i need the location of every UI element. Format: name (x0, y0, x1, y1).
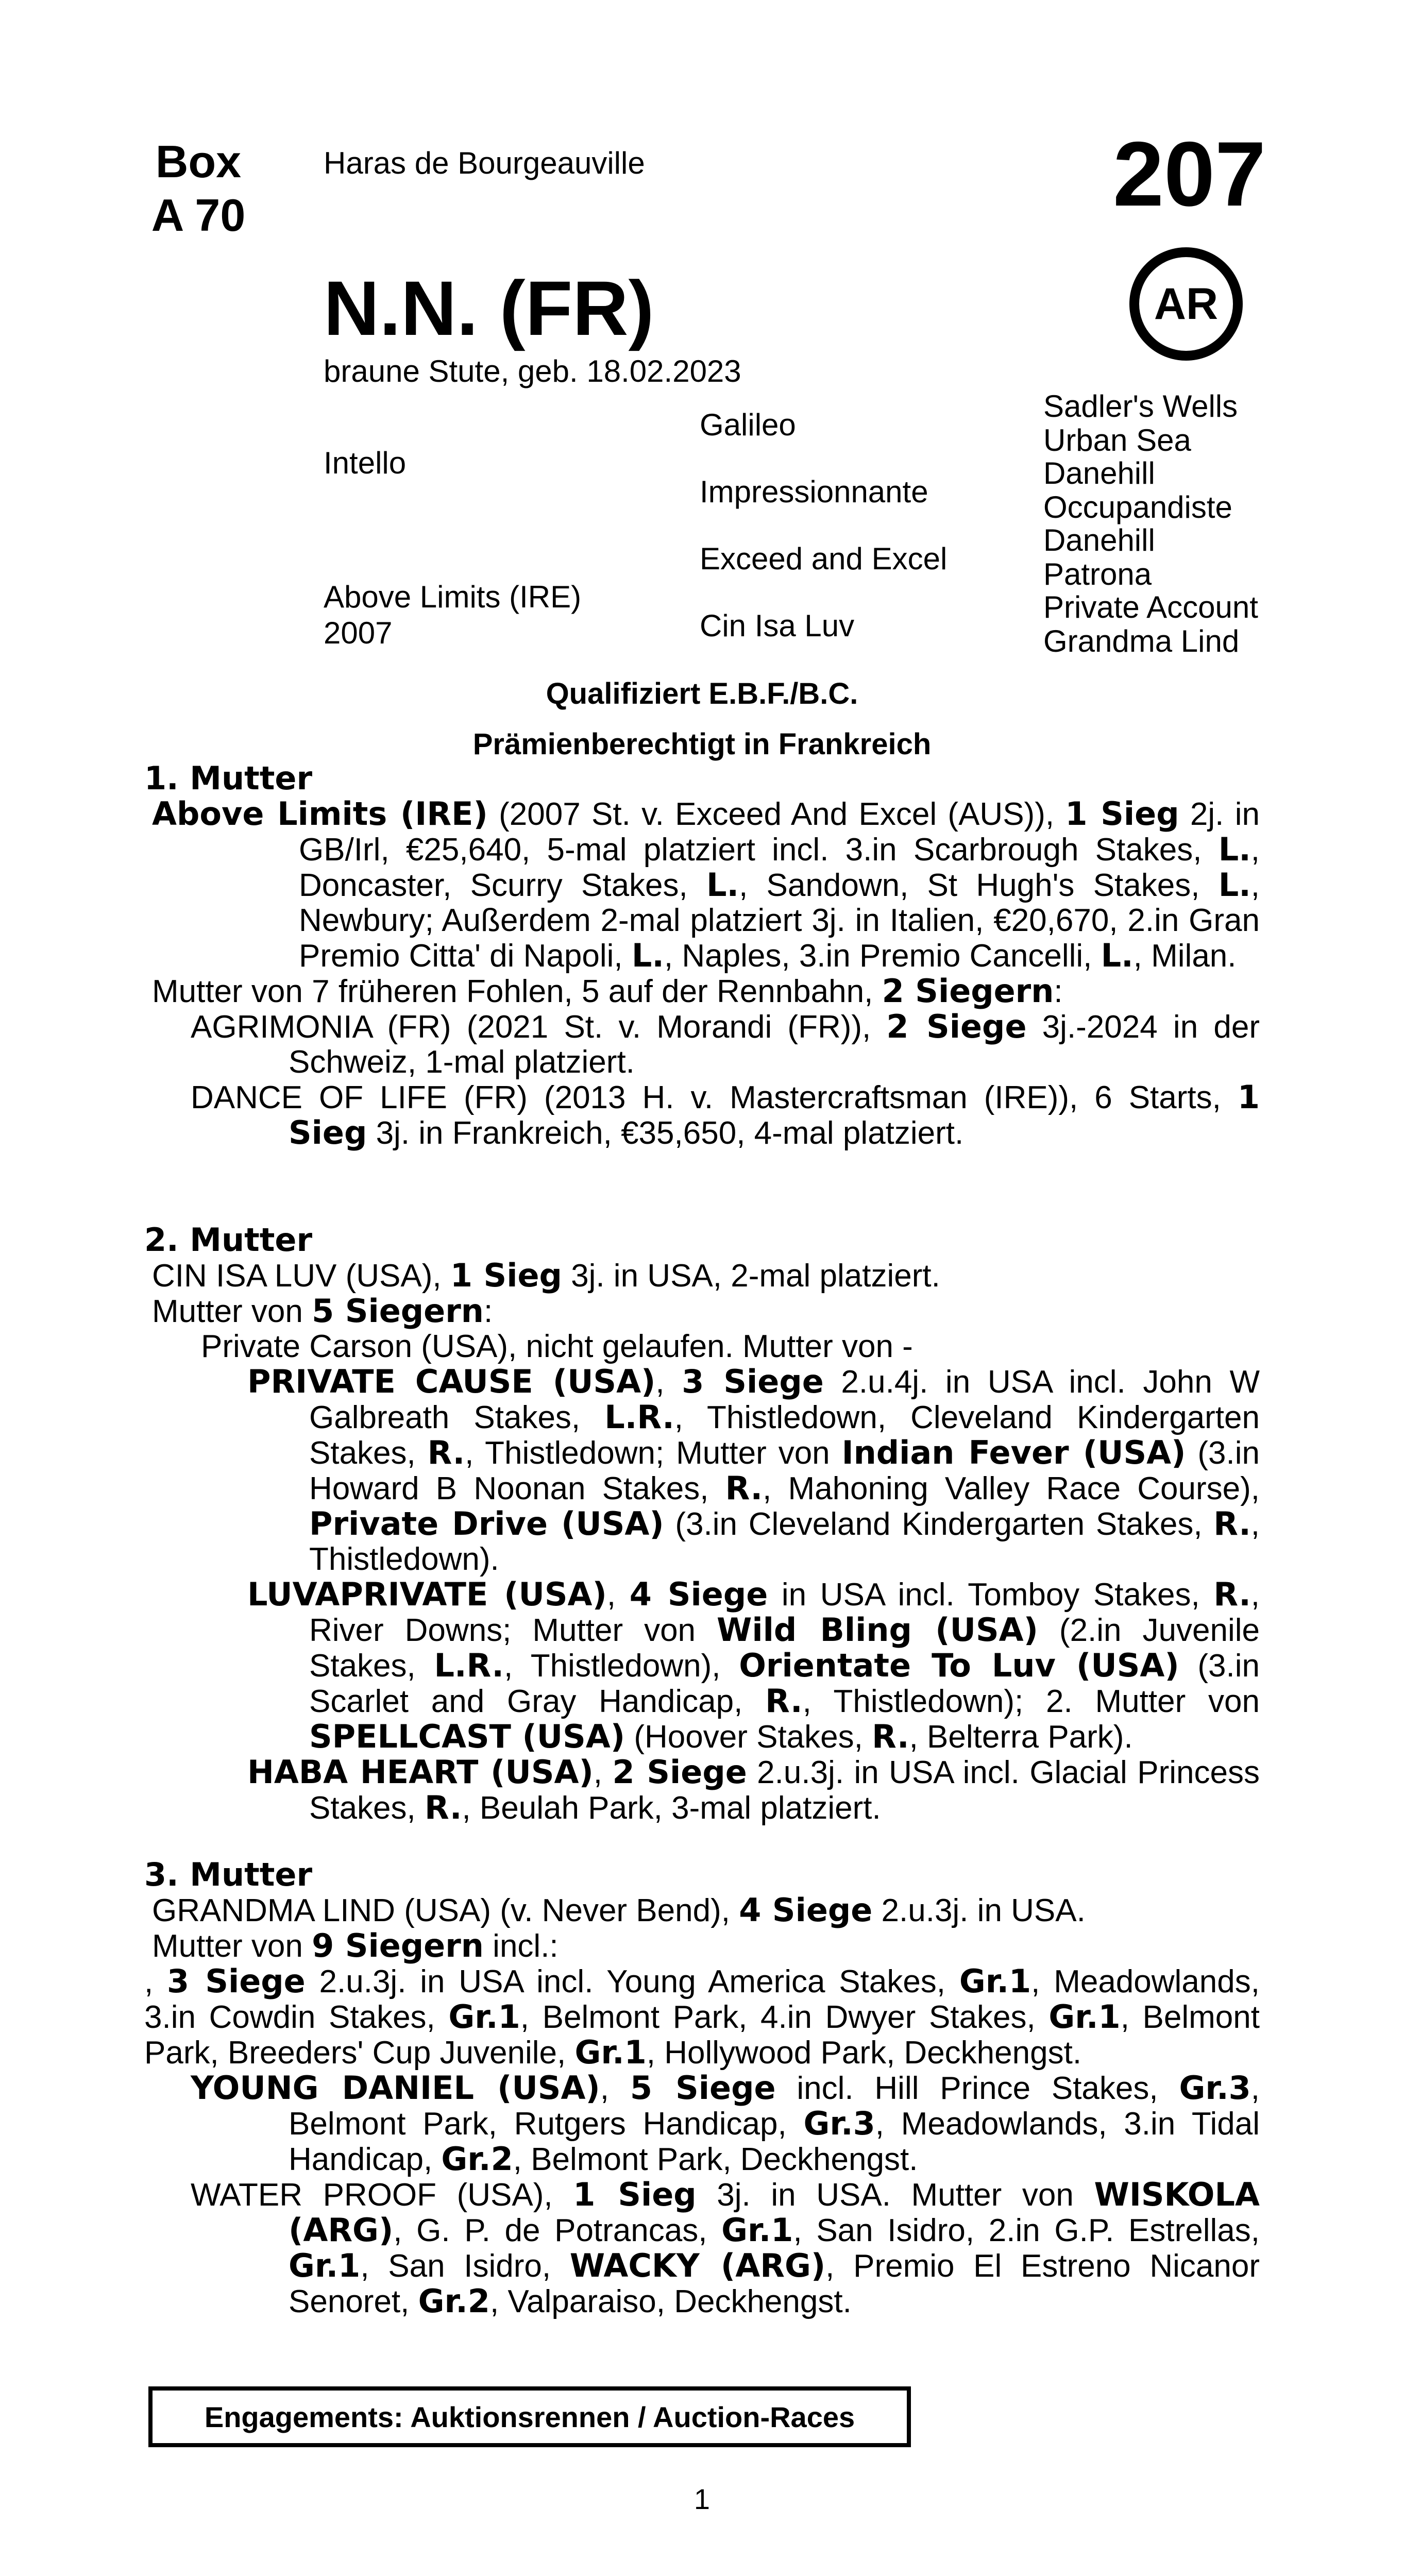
engagements-box (148, 2386, 911, 2447)
second-dam-section (144, 1222, 1260, 1826)
pedigree-dam-year: 2007 (324, 616, 393, 650)
third-dam-record: GRANDMA LIND (USA) (v. Never Bend), 4 Siege 2.u.3j. in USA. (152, 1891, 1086, 1929)
third-dam-produce-summary: Mutter von 9 Siegern incl.: (152, 1927, 559, 1964)
box-label-line1: Box (155, 136, 242, 187)
first-dam-record: Above Limits (IRE) (2007 St. v. Exceed And Excel (AUS)), 1 Sieg 2j. in GB/Irl, €25,640, 5-mal platziert incl. 3.in Scarbrough Stakes, L., Doncaster, Scurry Stakes, L., Sandown, St Hugh's Stakes, L., Newbury; Außerdem 2-mal platziert 3j. in Italien, €20,670, 2.in Gran Premio Citta' di Napoli, L., Naples, 3.in Premio Cancelli, L., Milan. (152, 795, 1260, 974)
qualification-line: Qualifiziert E.B.F./B.C. (546, 677, 858, 710)
pedigree-gen2-item: Impressionnante (700, 474, 928, 509)
horse-name: N.N. (FR) (324, 265, 654, 351)
pedigree-gen2-item: Galileo (700, 408, 796, 442)
pedigree-gen3-item: Danehill (1043, 456, 1155, 490)
produce-entry: , 3 Siege 2.u.3j. in USA incl. Young America Stakes, Gr.1, Meadowlands, 3.in Cowdin Stakes, Gr.1, Belmont Park, 4.in Dwyer Stakes, Gr.1, Belmont Park, Breeders' Cup Juvenile, Gr.1, Hollywood Park, Deckhengst. (144, 1962, 1260, 2071)
second-dam-produce-summary: Mutter von 5 Siegern: (152, 1292, 493, 1330)
produce-entry: AGRIMONIA (FR) (2021 St. v. Morandi (FR)), 2 Siege 3j.-2024 in der Schweiz, 1-mal platziert. (191, 1008, 1260, 1080)
pedigree-gen2-item: Cin Isa Luv (700, 608, 855, 643)
lot-number: 207 (1113, 123, 1266, 225)
third-dam-section (144, 1857, 1260, 2319)
pedigree-gen3-item: Grandma Lind (1043, 624, 1240, 658)
produce-entry: PRIVATE CAUSE (USA), 3 Siege 2.u.4j. in USA incl. John W Galbreath Stakes, L.R., Thistledown, Cleveland Kindergarten Stakes, R., Thistledown; Mutter von Indian Fever (USA) (3.in Howard B Noonan Stakes, R., Mahoning Valley Race Course), Private Drive (USA) (3.in Cleveland Kindergarten Stakes, R., Thistledown). (247, 1363, 1260, 1577)
ar-badge-icon (1129, 247, 1243, 361)
produce-entry: Private Carson (USA), nicht gelaufen. Mutter von - (201, 1329, 913, 1364)
qualifications (0, 669, 1404, 770)
breeder: Haras de Bourgeauville (324, 146, 645, 180)
pedigree-gen3-item: Patrona (1043, 557, 1152, 591)
ar-badge-text: AR (1154, 279, 1219, 329)
produce-entry: WATER PROOF (USA), 1 Sieg 3j. in USA. Mutter von WISKOLA (ARG), G. P. de Potrancas, Gr.1, San Isidro, 2.in G.P. Estrellas, Gr.1, San Isidro, WACKY (ARG), Premio El Estreno Nicanor Senoret, Gr.2, Valparaiso, Deckhengst. (191, 2176, 1260, 2320)
pedigree-gen2-item: Exceed and Excel (700, 541, 948, 576)
horse-description: braune Stute, geb. 18.02.2023 (324, 354, 741, 388)
box-label-line2: A 70 (151, 190, 246, 241)
pedigree-gen3-item: Occupandiste (1043, 490, 1232, 524)
produce-entry: LUVAPRIVATE (USA), 4 Siege in USA incl. Tomboy Stakes, R., River Downs; Mutter von Wild Bling (USA) (2.in Juvenile Stakes, L.R., Thistledown), Orientate To Luv (USA) (3.in Scarlet and Gray Handicap, R., Thistledown); 2. Mutter von SPELLCAST (USA) (Hoover Stakes, R., Belterra Park). (247, 1575, 1260, 1755)
second-dam-record: CIN ISA LUV (USA), 1 Sieg 3j. in USA, 2-mal platziert. (152, 1257, 940, 1294)
pedigree-gen3-item: Sadler's Wells (1043, 389, 1238, 423)
pedigree-sire: Intello (324, 446, 407, 480)
produce-entry: DANCE OF LIFE (FR) (2013 H. v. Mastercraftsman (IRE)), 6 Starts, 1 Sieg 3j. in Frankreich, €35,650, 4-mal platziert. (191, 1078, 1260, 1151)
pedigree-gen3-item: Danehill (1043, 523, 1155, 557)
produce-entry: YOUNG DANIEL (USA), 5 Siege incl. Hill Prince Stakes, Gr.3, Belmont Park, Rutgers Handicap, Gr.3, Meadowlands, 3.in Tidal Handicap, Gr.2, Belmont Park, Deckhengst. (191, 2069, 1260, 2178)
pedigree-gen3-item: Private Account (1043, 590, 1258, 624)
pedigree-gen3-item: Urban Sea (1043, 423, 1191, 457)
third-dam-heading: 3. Mutter (144, 1856, 313, 1893)
produce-entry: HABA HEART (USA), 2 Siege 2.u.3j. in USA incl. Glacial Princess Stakes, R., Beulah Park, 3-mal platziert. (247, 1753, 1260, 1826)
first-dam-produce-summary: Mutter von 7 früheren Fohlen, 5 auf der Rennbahn, 2 Siegern: (152, 972, 1063, 1010)
box-label (103, 135, 294, 242)
engagements-text: Engagements: Auktionsrennen / Auction-Races (204, 2400, 855, 2433)
qualification-line: Prämienberechtigt in Frankreich (472, 727, 932, 761)
first-dam-section (144, 760, 1260, 1151)
first-dam-heading: 1. Mutter (144, 759, 313, 797)
second-dam-heading: 2. Mutter (144, 1221, 313, 1259)
page-number: 1 (693, 2483, 711, 2515)
pedigree-dam: Above Limits (IRE) (324, 580, 582, 614)
